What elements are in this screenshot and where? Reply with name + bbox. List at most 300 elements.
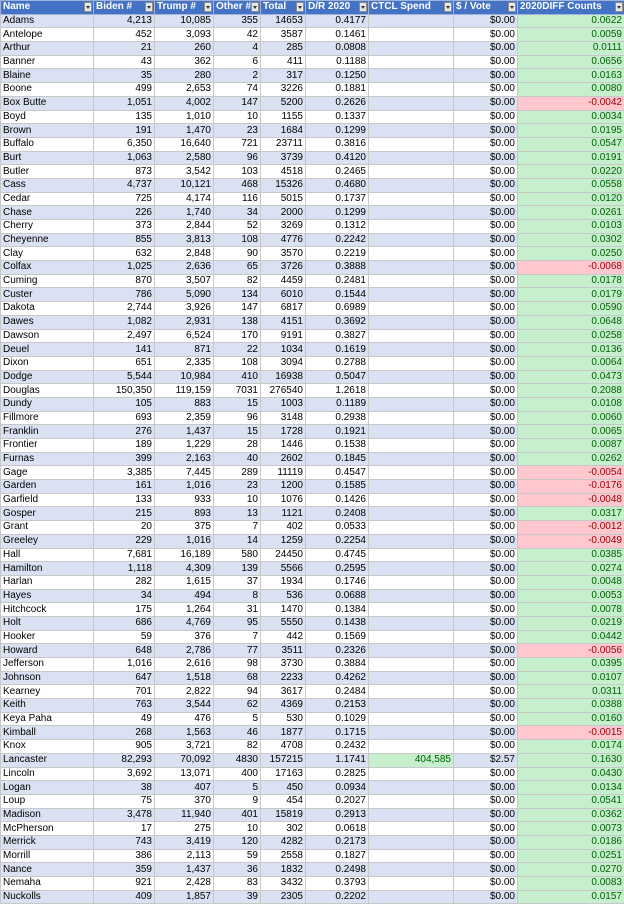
cell-other[interactable]: 401 [214, 808, 261, 822]
cell-name[interactable]: Butler [1, 165, 94, 179]
cell-other[interactable]: 147 [214, 302, 261, 316]
cell-name[interactable]: Burt [1, 151, 94, 165]
cell-total[interactable]: 1728 [261, 425, 306, 439]
cell-name[interactable]: Harlan [1, 575, 94, 589]
cell-other[interactable]: 23 [214, 480, 261, 494]
cell-dr-2020[interactable]: 0.0934 [306, 781, 369, 795]
cell-ctcl-spend[interactable] [369, 712, 454, 726]
cell-biden[interactable]: 855 [94, 233, 155, 247]
cell-trump[interactable]: 4,174 [155, 192, 214, 206]
cell-diff-counts[interactable]: -0.0056 [518, 644, 624, 658]
cell-biden[interactable]: 21 [94, 42, 155, 56]
cell-biden[interactable]: 693 [94, 411, 155, 425]
cell-name[interactable]: Keya Paha [1, 712, 94, 726]
cell-total[interactable]: 4369 [261, 699, 306, 713]
cell-trump[interactable]: 2,848 [155, 247, 214, 261]
cell-biden[interactable]: 701 [94, 685, 155, 699]
cell-other[interactable]: 289 [214, 466, 261, 480]
cell-total[interactable]: 6010 [261, 288, 306, 302]
cell-diff-counts[interactable]: 0.0083 [518, 877, 624, 891]
cell-biden[interactable]: 3,692 [94, 767, 155, 781]
cell-total[interactable]: 454 [261, 794, 306, 808]
cell-diff-counts[interactable]: 0.0078 [518, 603, 624, 617]
cell-diff-counts[interactable]: -0.0049 [518, 534, 624, 548]
cell-diff-counts[interactable]: 0.0251 [518, 849, 624, 863]
cell-diff-counts[interactable]: 0.0547 [518, 137, 624, 151]
cell-trump[interactable]: 407 [155, 781, 214, 795]
cell-diff-counts[interactable]: 0.0258 [518, 329, 624, 343]
cell-name[interactable]: Hamilton [1, 562, 94, 576]
cell-biden[interactable]: 276 [94, 425, 155, 439]
cell-dr-2020[interactable]: 0.6989 [306, 302, 369, 316]
cell-trump[interactable]: 2,822 [155, 685, 214, 699]
cell-dr-2020[interactable]: 0.1029 [306, 712, 369, 726]
cell-total[interactable]: 2305 [261, 890, 306, 904]
cell-per-vote[interactable]: $0.00 [454, 671, 518, 685]
cell-trump[interactable]: 1,518 [155, 671, 214, 685]
header-ctcl-spend[interactable] [369, 1, 454, 15]
cell-dr-2020[interactable]: 0.3884 [306, 658, 369, 672]
cell-dr-2020[interactable]: 0.1426 [306, 493, 369, 507]
cell-total[interactable]: 15326 [261, 178, 306, 192]
cell-name[interactable]: Cass [1, 178, 94, 192]
cell-name[interactable]: Furnas [1, 452, 94, 466]
cell-name[interactable]: McPherson [1, 822, 94, 836]
cell-biden[interactable]: 20 [94, 521, 155, 535]
cell-per-vote[interactable]: $0.00 [454, 397, 518, 411]
cell-other[interactable]: 15 [214, 425, 261, 439]
cell-name[interactable]: Merrick [1, 835, 94, 849]
header-diff-counts[interactable] [518, 1, 624, 15]
cell-trump[interactable]: 1,264 [155, 603, 214, 617]
cell-total[interactable]: 1877 [261, 726, 306, 740]
cell-ctcl-spend[interactable] [369, 658, 454, 672]
cell-per-vote[interactable]: $0.00 [454, 507, 518, 521]
cell-per-vote[interactable]: $0.00 [454, 466, 518, 480]
cell-other[interactable]: 90 [214, 247, 261, 261]
cell-total[interactable]: 3730 [261, 658, 306, 672]
cell-total[interactable]: 157215 [261, 753, 306, 767]
cell-total[interactable]: 3226 [261, 83, 306, 97]
cell-biden[interactable]: 189 [94, 439, 155, 453]
cell-other[interactable]: 42 [214, 28, 261, 42]
cell-total[interactable]: 1200 [261, 480, 306, 494]
cell-ctcl-spend[interactable] [369, 808, 454, 822]
cell-ctcl-spend[interactable] [369, 356, 454, 370]
cell-other[interactable]: 139 [214, 562, 261, 576]
cell-ctcl-spend[interactable] [369, 507, 454, 521]
cell-trump[interactable]: 376 [155, 630, 214, 644]
cell-name[interactable]: Dodge [1, 370, 94, 384]
cell-biden[interactable]: 763 [94, 699, 155, 713]
cell-per-vote[interactable]: $0.00 [454, 302, 518, 316]
cell-total[interactable]: 536 [261, 589, 306, 603]
cell-other[interactable]: 13 [214, 507, 261, 521]
cell-name[interactable]: Buffalo [1, 137, 94, 151]
cell-biden[interactable]: 82,293 [94, 753, 155, 767]
cell-dr-2020[interactable]: 0.2498 [306, 863, 369, 877]
cell-biden[interactable]: 1,118 [94, 562, 155, 576]
cell-per-vote[interactable]: $0.00 [454, 740, 518, 754]
cell-biden[interactable]: 226 [94, 206, 155, 220]
cell-ctcl-spend[interactable] [369, 425, 454, 439]
cell-per-vote[interactable]: $0.00 [454, 329, 518, 343]
cell-trump[interactable]: 893 [155, 507, 214, 521]
cell-name[interactable]: Logan [1, 781, 94, 795]
cell-total[interactable]: 3726 [261, 261, 306, 275]
cell-diff-counts[interactable]: 0.0302 [518, 233, 624, 247]
cell-name[interactable]: Cuming [1, 274, 94, 288]
cell-diff-counts[interactable]: 0.0080 [518, 83, 624, 97]
cell-trump[interactable]: 2,335 [155, 356, 214, 370]
cell-diff-counts[interactable]: 0.0274 [518, 562, 624, 576]
cell-name[interactable]: Brown [1, 124, 94, 138]
filter-dropdown-icon[interactable] [296, 2, 304, 12]
cell-trump[interactable]: 871 [155, 343, 214, 357]
cell-other[interactable]: 580 [214, 548, 261, 562]
cell-per-vote[interactable]: $0.00 [454, 658, 518, 672]
cell-ctcl-spend[interactable] [369, 616, 454, 630]
cell-total[interactable]: 4776 [261, 233, 306, 247]
cell-diff-counts[interactable]: 0.0134 [518, 781, 624, 795]
cell-dr-2020[interactable]: 0.1189 [306, 397, 369, 411]
cell-trump[interactable]: 16,189 [155, 548, 214, 562]
cell-per-vote[interactable]: $0.00 [454, 124, 518, 138]
cell-total[interactable]: 3617 [261, 685, 306, 699]
cell-trump[interactable]: 3,721 [155, 740, 214, 754]
cell-ctcl-spend[interactable] [369, 384, 454, 398]
cell-biden[interactable]: 175 [94, 603, 155, 617]
cell-ctcl-spend[interactable] [369, 685, 454, 699]
cell-total[interactable]: 2558 [261, 849, 306, 863]
cell-per-vote[interactable]: $0.00 [454, 42, 518, 56]
cell-other[interactable]: 98 [214, 658, 261, 672]
cell-biden[interactable]: 38 [94, 781, 155, 795]
cell-per-vote[interactable]: $0.00 [454, 699, 518, 713]
cell-diff-counts[interactable]: 0.0388 [518, 699, 624, 713]
cell-ctcl-spend[interactable] [369, 165, 454, 179]
filter-dropdown-icon[interactable] [444, 2, 452, 12]
cell-dr-2020[interactable]: 0.2481 [306, 274, 369, 288]
cell-diff-counts[interactable]: 0.0656 [518, 55, 624, 69]
cell-trump[interactable]: 4,309 [155, 562, 214, 576]
cell-name[interactable]: Cheyenne [1, 233, 94, 247]
cell-trump[interactable]: 370 [155, 794, 214, 808]
cell-diff-counts[interactable]: 0.0060 [518, 411, 624, 425]
header-biden[interactable] [94, 1, 155, 15]
cell-diff-counts[interactable]: -0.0176 [518, 480, 624, 494]
cell-ctcl-spend[interactable] [369, 849, 454, 863]
cell-biden[interactable]: 105 [94, 397, 155, 411]
cell-per-vote[interactable]: $0.00 [454, 165, 518, 179]
cell-trump[interactable]: 10,085 [155, 14, 214, 28]
cell-name[interactable]: Dundy [1, 397, 94, 411]
cell-per-vote[interactable]: $0.00 [454, 110, 518, 124]
cell-ctcl-spend[interactable] [369, 261, 454, 275]
cell-per-vote[interactable]: $0.00 [454, 83, 518, 97]
cell-biden[interactable]: 35 [94, 69, 155, 83]
cell-dr-2020[interactable]: 0.1438 [306, 616, 369, 630]
cell-biden[interactable]: 161 [94, 480, 155, 494]
cell-trump[interactable]: 494 [155, 589, 214, 603]
cell-other[interactable]: 721 [214, 137, 261, 151]
cell-biden[interactable]: 75 [94, 794, 155, 808]
cell-ctcl-spend[interactable] [369, 740, 454, 754]
cell-diff-counts[interactable]: 0.0179 [518, 288, 624, 302]
cell-name[interactable]: Knox [1, 740, 94, 754]
cell-total[interactable]: 23711 [261, 137, 306, 151]
cell-per-vote[interactable]: $0.00 [454, 877, 518, 891]
cell-other[interactable]: 4830 [214, 753, 261, 767]
cell-dr-2020[interactable]: 1.1741 [306, 753, 369, 767]
cell-trump[interactable]: 3,093 [155, 28, 214, 42]
cell-diff-counts[interactable]: 0.0219 [518, 616, 624, 630]
cell-other[interactable]: 15 [214, 397, 261, 411]
cell-name[interactable]: Colfax [1, 261, 94, 275]
cell-per-vote[interactable]: $0.00 [454, 55, 518, 69]
cell-per-vote[interactable]: $0.00 [454, 493, 518, 507]
cell-total[interactable]: 3511 [261, 644, 306, 658]
cell-diff-counts[interactable]: 0.0430 [518, 767, 624, 781]
cell-trump[interactable]: 362 [155, 55, 214, 69]
cell-dr-2020[interactable]: 0.0688 [306, 589, 369, 603]
cell-trump[interactable]: 2,844 [155, 220, 214, 234]
cell-dr-2020[interactable]: 0.4262 [306, 671, 369, 685]
cell-per-vote[interactable]: $0.00 [454, 370, 518, 384]
cell-diff-counts[interactable]: -0.0015 [518, 726, 624, 740]
cell-ctcl-spend[interactable] [369, 55, 454, 69]
cell-other[interactable]: 138 [214, 315, 261, 329]
header-dr-2020[interactable] [306, 1, 369, 15]
cell-name[interactable]: Dawes [1, 315, 94, 329]
cell-trump[interactable]: 2,616 [155, 658, 214, 672]
cell-biden[interactable]: 191 [94, 124, 155, 138]
cell-name[interactable]: Fillmore [1, 411, 94, 425]
cell-biden[interactable]: 870 [94, 274, 155, 288]
cell-diff-counts[interactable]: 0.2088 [518, 384, 624, 398]
cell-dr-2020[interactable]: 0.1299 [306, 206, 369, 220]
cell-dr-2020[interactable]: 0.2626 [306, 96, 369, 110]
cell-name[interactable]: Jefferson [1, 658, 94, 672]
cell-ctcl-spend[interactable] [369, 302, 454, 316]
cell-dr-2020[interactable]: 0.2938 [306, 411, 369, 425]
cell-dr-2020[interactable]: 0.1845 [306, 452, 369, 466]
cell-ctcl-spend[interactable]: 404,585 [369, 753, 454, 767]
cell-diff-counts[interactable]: 0.0107 [518, 671, 624, 685]
cell-ctcl-spend[interactable] [369, 767, 454, 781]
cell-per-vote[interactable]: $0.00 [454, 192, 518, 206]
cell-name[interactable]: Chase [1, 206, 94, 220]
cell-diff-counts[interactable]: 0.0648 [518, 315, 624, 329]
cell-trump[interactable]: 1,437 [155, 863, 214, 877]
cell-other[interactable]: 7 [214, 630, 261, 644]
cell-biden[interactable]: 386 [94, 849, 155, 863]
cell-diff-counts[interactable]: 0.0111 [518, 42, 624, 56]
cell-other[interactable]: 120 [214, 835, 261, 849]
cell-total[interactable]: 285 [261, 42, 306, 56]
cell-per-vote[interactable]: $0.00 [454, 835, 518, 849]
cell-trump[interactable]: 7,445 [155, 466, 214, 480]
cell-trump[interactable]: 2,113 [155, 849, 214, 863]
cell-ctcl-spend[interactable] [369, 877, 454, 891]
cell-total[interactable]: 411 [261, 55, 306, 69]
cell-ctcl-spend[interactable] [369, 822, 454, 836]
cell-other[interactable]: 7031 [214, 384, 261, 398]
cell-dr-2020[interactable]: 0.1250 [306, 69, 369, 83]
cell-other[interactable]: 31 [214, 603, 261, 617]
cell-biden[interactable]: 1,051 [94, 96, 155, 110]
cell-diff-counts[interactable]: 0.0073 [518, 822, 624, 836]
cell-other[interactable]: 95 [214, 616, 261, 630]
cell-dr-2020[interactable]: 0.4120 [306, 151, 369, 165]
cell-ctcl-spend[interactable] [369, 794, 454, 808]
cell-diff-counts[interactable]: 0.0541 [518, 794, 624, 808]
cell-biden[interactable]: 499 [94, 83, 155, 97]
cell-trump[interactable]: 883 [155, 397, 214, 411]
cell-diff-counts[interactable]: 0.0048 [518, 575, 624, 589]
cell-per-vote[interactable]: $0.00 [454, 151, 518, 165]
cell-name[interactable]: Howard [1, 644, 94, 658]
cell-biden[interactable]: 373 [94, 220, 155, 234]
cell-total[interactable]: 302 [261, 822, 306, 836]
cell-name[interactable]: Hayes [1, 589, 94, 603]
cell-name[interactable]: Dakota [1, 302, 94, 316]
cell-ctcl-spend[interactable] [369, 329, 454, 343]
cell-trump[interactable]: 933 [155, 493, 214, 507]
cell-ctcl-spend[interactable] [369, 835, 454, 849]
cell-biden[interactable]: 268 [94, 726, 155, 740]
cell-name[interactable]: Cedar [1, 192, 94, 206]
cell-per-vote[interactable]: $0.00 [454, 890, 518, 904]
cell-name[interactable]: Deuel [1, 343, 94, 357]
cell-trump[interactable]: 375 [155, 521, 214, 535]
cell-per-vote[interactable]: $0.00 [454, 69, 518, 83]
cell-total[interactable]: 450 [261, 781, 306, 795]
cell-trump[interactable]: 1,563 [155, 726, 214, 740]
cell-biden[interactable]: 6,350 [94, 137, 155, 151]
cell-other[interactable]: 108 [214, 356, 261, 370]
cell-other[interactable]: 82 [214, 274, 261, 288]
cell-other[interactable]: 22 [214, 343, 261, 357]
cell-dr-2020[interactable]: 0.1569 [306, 630, 369, 644]
cell-dr-2020[interactable]: 0.2153 [306, 699, 369, 713]
cell-trump[interactable]: 16,640 [155, 137, 214, 151]
cell-biden[interactable]: 4,737 [94, 178, 155, 192]
cell-biden[interactable]: 282 [94, 575, 155, 589]
cell-ctcl-spend[interactable] [369, 493, 454, 507]
cell-diff-counts[interactable]: 0.0163 [518, 69, 624, 83]
header-per-vote[interactable] [454, 1, 518, 15]
cell-total[interactable]: 5200 [261, 96, 306, 110]
cell-trump[interactable]: 3,926 [155, 302, 214, 316]
cell-name[interactable]: Box Butte [1, 96, 94, 110]
cell-name[interactable]: Antelope [1, 28, 94, 42]
cell-trump[interactable]: 1,010 [155, 110, 214, 124]
cell-per-vote[interactable]: $0.00 [454, 603, 518, 617]
cell-name[interactable]: Blaine [1, 69, 94, 83]
cell-per-vote[interactable]: $0.00 [454, 220, 518, 234]
cell-ctcl-spend[interactable] [369, 890, 454, 904]
cell-other[interactable]: 65 [214, 261, 261, 275]
cell-dr-2020[interactable]: 0.2173 [306, 835, 369, 849]
cell-diff-counts[interactable]: 0.0317 [518, 507, 624, 521]
cell-trump[interactable]: 1,857 [155, 890, 214, 904]
cell-biden[interactable]: 2,744 [94, 302, 155, 316]
cell-per-vote[interactable]: $0.00 [454, 562, 518, 576]
cell-trump[interactable]: 3,507 [155, 274, 214, 288]
cell-total[interactable]: 14653 [261, 14, 306, 28]
cell-ctcl-spend[interactable] [369, 274, 454, 288]
cell-diff-counts[interactable]: 0.0311 [518, 685, 624, 699]
cell-diff-counts[interactable]: 0.1630 [518, 753, 624, 767]
cell-diff-counts[interactable]: -0.0054 [518, 466, 624, 480]
cell-other[interactable]: 39 [214, 890, 261, 904]
cell-trump[interactable]: 1,016 [155, 480, 214, 494]
cell-other[interactable]: 355 [214, 14, 261, 28]
cell-name[interactable]: Greeley [1, 534, 94, 548]
cell-diff-counts[interactable]: 0.0270 [518, 863, 624, 877]
cell-name[interactable]: Clay [1, 247, 94, 261]
cell-per-vote[interactable]: $0.00 [454, 794, 518, 808]
cell-trump[interactable]: 4,002 [155, 96, 214, 110]
cell-trump[interactable]: 13,071 [155, 767, 214, 781]
cell-other[interactable]: 83 [214, 877, 261, 891]
filter-dropdown-icon[interactable] [359, 2, 367, 12]
cell-ctcl-spend[interactable] [369, 28, 454, 42]
cell-total[interactable]: 3432 [261, 877, 306, 891]
cell-ctcl-spend[interactable] [369, 480, 454, 494]
cell-other[interactable]: 116 [214, 192, 261, 206]
filter-dropdown-icon[interactable] [615, 2, 623, 12]
cell-trump[interactable]: 6,524 [155, 329, 214, 343]
cell-other[interactable]: 8 [214, 589, 261, 603]
cell-name[interactable]: Nance [1, 863, 94, 877]
cell-biden[interactable]: 150,350 [94, 384, 155, 398]
cell-total[interactable]: 1121 [261, 507, 306, 521]
cell-per-vote[interactable]: $0.00 [454, 28, 518, 42]
cell-diff-counts[interactable]: 0.0160 [518, 712, 624, 726]
cell-total[interactable]: 1684 [261, 124, 306, 138]
cell-ctcl-spend[interactable] [369, 151, 454, 165]
cell-other[interactable]: 7 [214, 521, 261, 535]
cell-diff-counts[interactable]: 0.0174 [518, 740, 624, 754]
cell-biden[interactable]: 43 [94, 55, 155, 69]
cell-diff-counts[interactable]: 0.0262 [518, 452, 624, 466]
cell-ctcl-spend[interactable] [369, 863, 454, 877]
header-name[interactable] [1, 1, 94, 15]
cell-dr-2020[interactable]: 0.1737 [306, 192, 369, 206]
cell-ctcl-spend[interactable] [369, 411, 454, 425]
cell-total[interactable]: 317 [261, 69, 306, 83]
cell-name[interactable]: Garfield [1, 493, 94, 507]
cell-diff-counts[interactable]: 0.0108 [518, 397, 624, 411]
cell-name[interactable]: Kimball [1, 726, 94, 740]
filter-dropdown-icon[interactable] [84, 2, 92, 12]
cell-diff-counts[interactable]: -0.0042 [518, 96, 624, 110]
cell-per-vote[interactable]: $0.00 [454, 206, 518, 220]
cell-per-vote[interactable]: $0.00 [454, 644, 518, 658]
cell-name[interactable]: Kearney [1, 685, 94, 699]
cell-per-vote[interactable]: $0.00 [454, 439, 518, 453]
cell-biden[interactable]: 17 [94, 822, 155, 836]
cell-per-vote[interactable]: $0.00 [454, 137, 518, 151]
cell-ctcl-spend[interactable] [369, 439, 454, 453]
cell-total[interactable]: 1034 [261, 343, 306, 357]
cell-total[interactable]: 1003 [261, 397, 306, 411]
cell-dr-2020[interactable]: 0.4745 [306, 548, 369, 562]
cell-trump[interactable]: 2,428 [155, 877, 214, 891]
cell-ctcl-spend[interactable] [369, 220, 454, 234]
